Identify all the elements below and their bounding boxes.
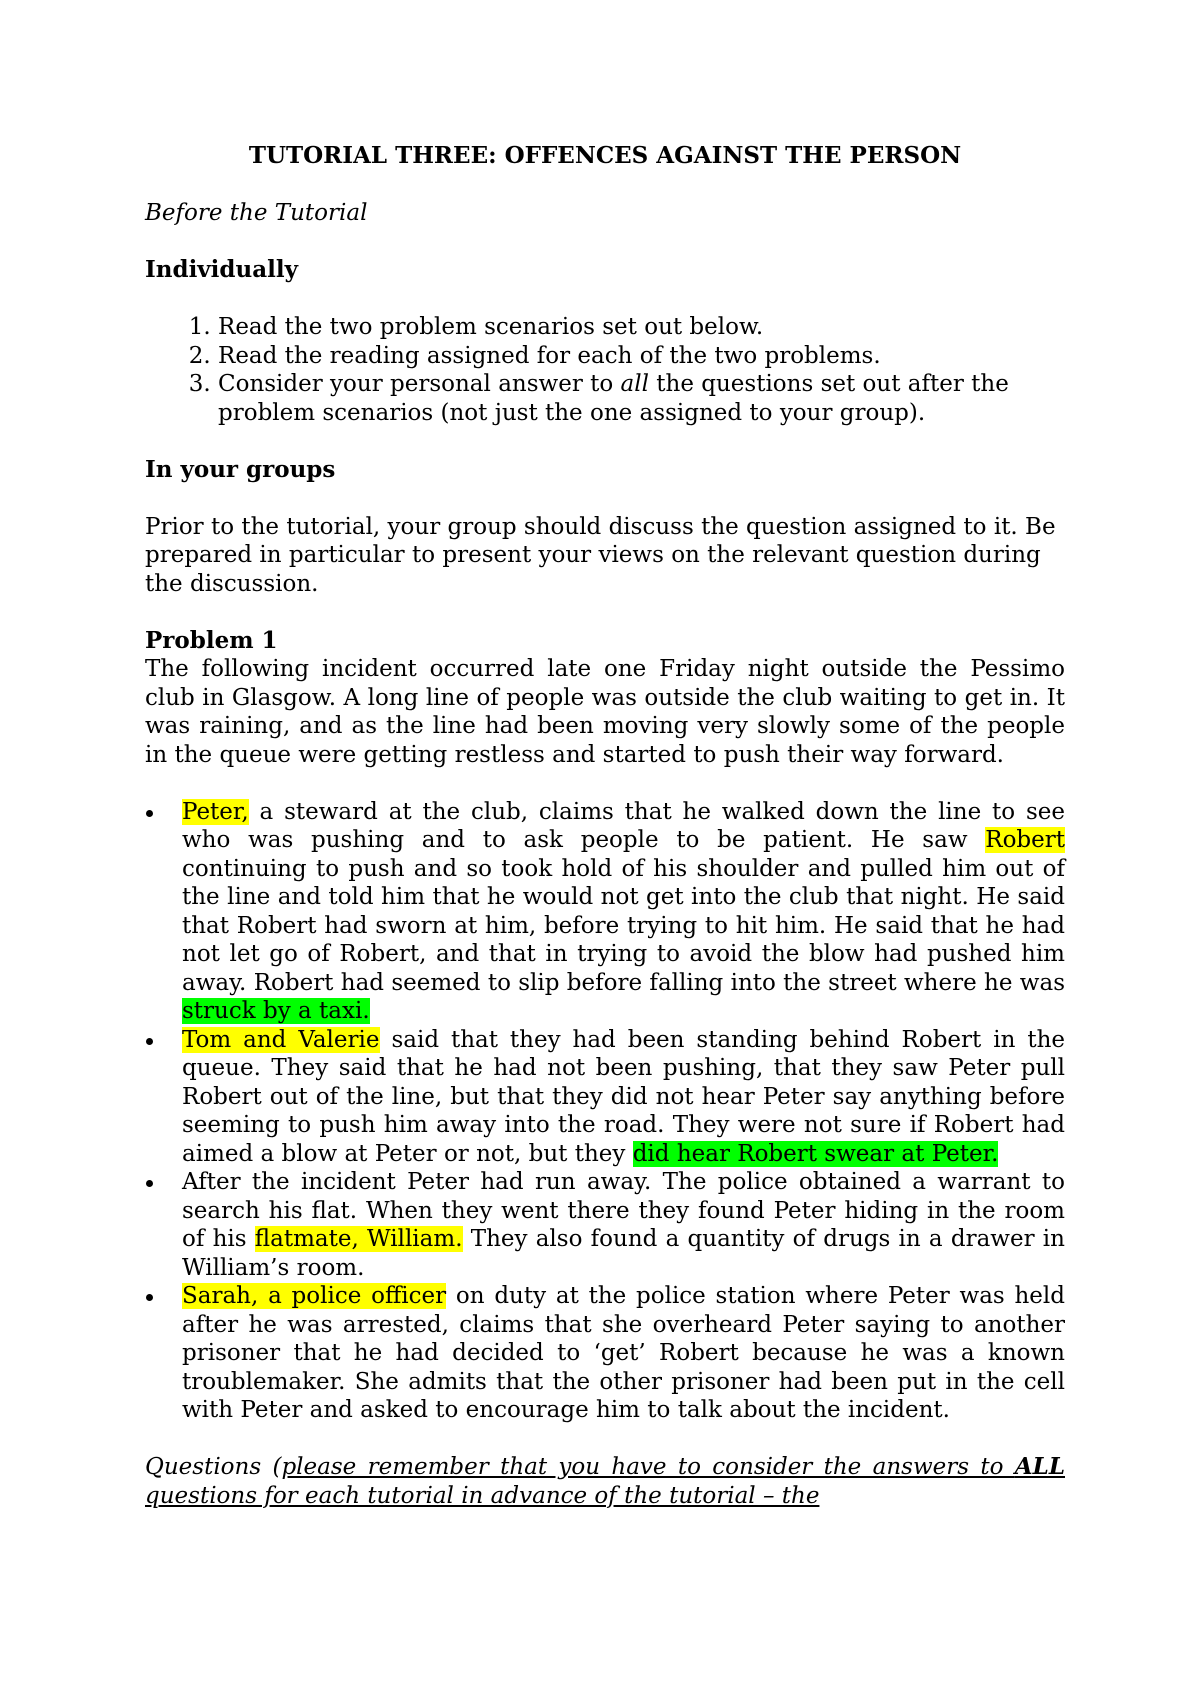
step-text: the questions set out after the problem scenarios (not just the one assigned to your group). — [218, 371, 1009, 426]
list-item — [218, 370, 1065, 427]
list-item — [218, 313, 1065, 342]
step-text: Read the reading assigned for each of the two problems. — [218, 342, 881, 369]
document-body — [145, 142, 1065, 1510]
bullet-text: said that they had been standing behind Robert in the queue. They said that he had not been pushing, that they saw Peter pull Robert out of the line, but that they did not hear Peter say anything before seeming to push him away into the road. They were not sure if Robert had aimed a blow at Peter or not, but they — [182, 1026, 1065, 1167]
highlight-green: did hear Robert swear at Peter. — [632, 1140, 999, 1167]
groups-heading: In your groups — [145, 455, 336, 483]
highlight-yellow: Tom and Valerie — [182, 1026, 380, 1053]
questions-lead: Questions ( — [145, 1454, 282, 1480]
groups-paragraph: Prior to the tutorial, your group should discuss the question assigned to it. Be prepared in particular to present your views on the relevant question during the discussion. — [145, 513, 1056, 597]
list-item — [145, 1168, 1065, 1282]
questions-instruction: questions for each tutorial in advance of the tutorial – the — [145, 1482, 820, 1509]
step-text: Read the two problem scenarios set out below. — [218, 314, 764, 340]
bullet-text: a steward at the club, claims that he walked down the line to see who was pushing and to ask people to be patient. He saw — [182, 798, 1065, 853]
problem-intro: The following incident occurred late one Friday night outside the Pessimo club in Glasgow. A long line of people was outside the club waiting to get in. It was raining, and as the line had been moving very slowly some of the people in the queue were getting restless and started to push their way forward. — [145, 656, 1065, 768]
step-text: Consider your personal answer to — [218, 371, 621, 397]
bullet-text: on duty at the police station where Peter was held after he was arrested, claims that she overheard Peter saying to another prisoner that he had decided to ‘get’ Robert because he was a known troublemaker. She admits that the other prisoner had been put in the cell with Peter and asked to encourage him to talk about the incident. — [182, 1283, 1065, 1423]
highlight-yellow: Sarah, a police officer — [182, 1283, 447, 1309]
questions-paragraph — [145, 1453, 1065, 1510]
emphasis-all: all — [620, 371, 649, 397]
highlight-yellow: Peter, — [182, 798, 249, 825]
individual-steps-list — [145, 313, 1065, 427]
questions-instruction: please remember that you have to consider the answers to — [281, 1454, 1015, 1480]
highlight-yellow: Robert — [985, 827, 1065, 853]
bullet-text: After the incident Peter had run away. The police obtained a warrant to search his flat. When they went there they found Peter hiding in the room of his — [182, 1169, 1065, 1252]
evidence-list — [145, 798, 1065, 1425]
bullet-text: continuing to push and so took hold of his shoulder and pulled him out of the line and told him that he would not get into the club that night. He said that Robert had sworn at him, before trying to hit him. He said that he had not let go of Robert, and that in trying to avoid the blow had pushed him away. Robert had seemed to slip before falling into the street where he was — [182, 855, 1065, 996]
questions-all: ALL — [1014, 1453, 1065, 1480]
before-tutorial-heading: Before the Tutorial — [145, 200, 368, 226]
list-item — [145, 1282, 1065, 1425]
list-item — [218, 342, 1065, 371]
page-title: TUTORIAL THREE: OFFENCES AGAINST THE PERSON — [248, 142, 962, 169]
highlight-yellow: flatmate, William. — [254, 1226, 463, 1252]
list-item — [145, 1026, 1065, 1169]
individually-heading: Individually — [145, 256, 298, 283]
problem-heading: Problem 1 — [145, 626, 278, 654]
list-item — [145, 798, 1065, 1026]
highlight-green: struck by a taxi. — [182, 998, 370, 1024]
bullet-text: They also found a quantity of drugs in a drawer in William’s room. — [182, 1226, 1065, 1281]
